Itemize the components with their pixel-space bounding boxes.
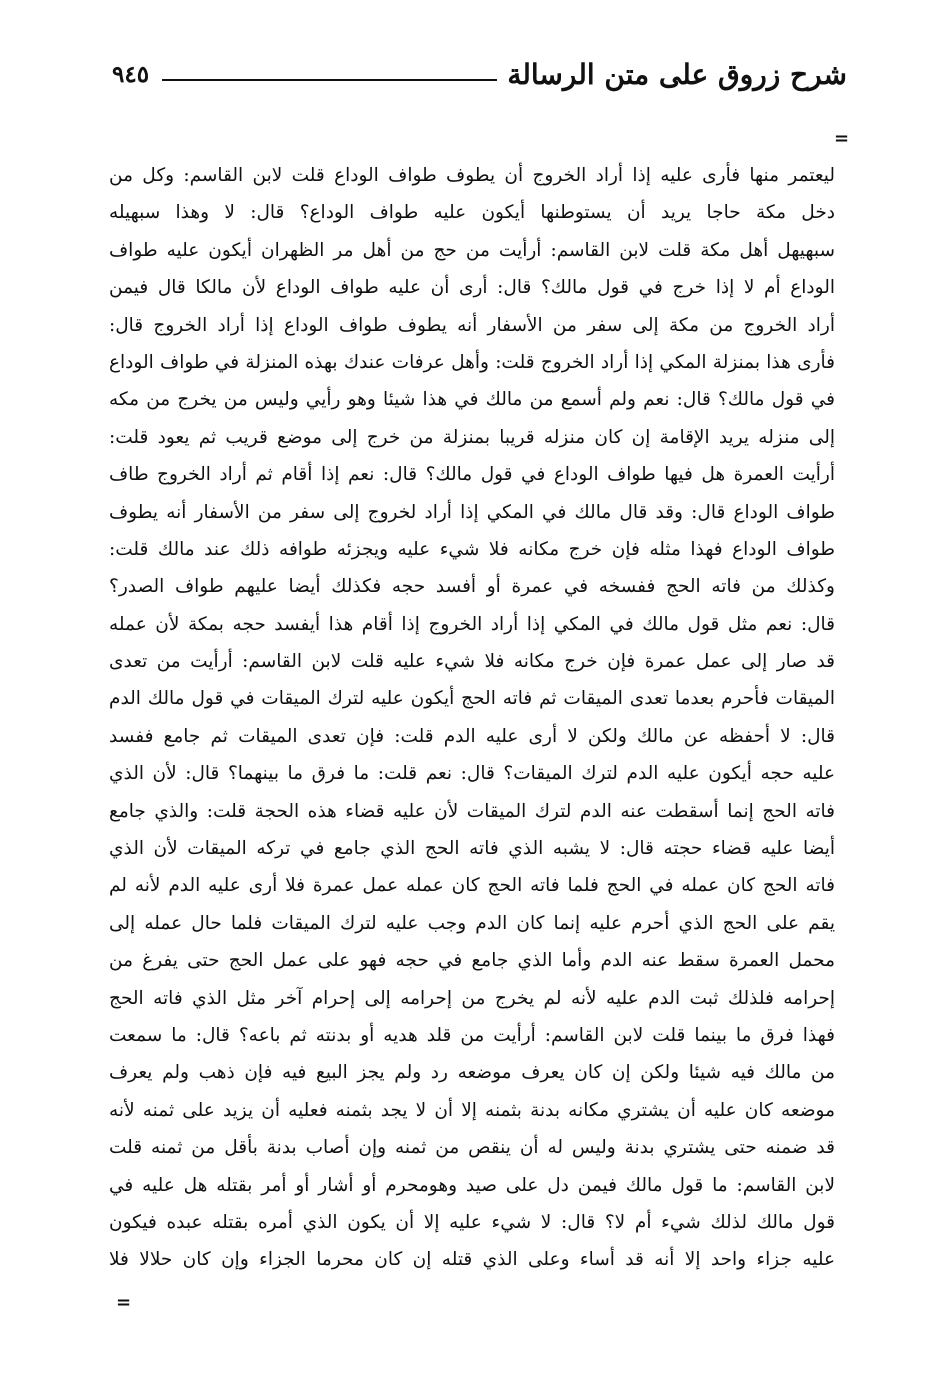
text-line: فهذا فرق ما بينما قلت لابن القاسم: أرأيت من قلد هديه أو بدنته ثم باعه؟ قال: ما سمعت bbox=[109, 1024, 835, 1046]
text-line: وكذلك من فاته الحج ففسخه في عمرة أو أفسد حجه فكذلك أيضا عليهم طواف الصدر؟ bbox=[109, 576, 835, 598]
text-line: من مالك فيه شيئا ولكن إن كان يعرف موضعه رد ولم يجز البيع فيه فإن ذهب ولم يعرف bbox=[109, 1062, 835, 1084]
text-line: قال: لا أحفظه عن مالك ولكن لا أرى عليه الدم قلت: فإن تعدى الميقات ثم جامع ففسد bbox=[109, 725, 835, 747]
text-line: لابن القاسم: ما قول مالك فيمن دل على صيد وهومحرم أو أشار أو أمر بقتله هل عليه في bbox=[109, 1174, 835, 1196]
text-line: دخل مكة حاجا يريد أن يستوطنها أيكون عليه طواف الوداع؟ قال: لا وهذا سبهيله bbox=[109, 202, 835, 224]
text-line: موضعه كان عليه أن يشتري مكانه بدنة بثمنه إلا أن لا يجد بثمنه فعليه أن يزيد على ثمنه لأنه bbox=[109, 1099, 835, 1121]
text-line: محمل العمرة سقط عنه الدم وأما الذي جامع في حجه فهو على عمل الحج حتى يفرغ من bbox=[109, 950, 835, 972]
body-text bbox=[109, 157, 835, 1297]
text-line: ليعتمر منها فأرى عليه إذا أراد الخروج أن يطوف طواف الوداع قلت لابن القاسم: وكل من bbox=[109, 165, 835, 186]
text-line: إلى منزله يريد الإقامة إن كان منزله قريبا بمنزلة من خرج إلى موضع قريب ثم يعود قلت: bbox=[109, 426, 835, 448]
page-header bbox=[112, 55, 847, 105]
text-line: قد صار إلى عمل عمرة فإن خرج مكانه فلا شيء عليه قلت لابن القاسم: أرأيت من تعدى bbox=[109, 651, 835, 673]
text-line: طواف الوداع قال: وقد قال مالك في المكي إذا أراد لخروج إلى سفر من الأسفار أنه يطوف bbox=[109, 501, 835, 523]
page-number: ٩٤٥ bbox=[112, 61, 150, 88]
text-line: أرأيت العمرة هل فيها طواف الوداع في قول مالك؟ قال: نعم إذا أقام ثم أراد الخروج طاف bbox=[109, 464, 835, 486]
text-line: عليه جزاء واحد إلا أنه قد أساء وعلى الذي قتله إن كان محرما الجزاء وإن كان حلالا فلا bbox=[109, 1249, 835, 1271]
text-line: أراد الخروج من مكة إلى سفر من الأسفار أنه يطوف طواف الوداع إذا أراد الخروج قال: bbox=[109, 314, 835, 336]
text-line: طواف الوداع فهذا مثله فإن خرج مكانه فلا شيء عليه ويجزئه طوافه ذلك عند مالك قلت: bbox=[109, 538, 835, 560]
text-line: فاته الحج كان عمله في الحج فلما فاته الحج كان عمله عمل عمرة فلا أرى عليه الدم لأنه لم bbox=[109, 875, 835, 897]
text-line: فاته الحج إنما أسقطت عنه الدم لترك الميقات لأن عليه قضاء هذه الحجة قلت: والذي جامع bbox=[109, 800, 835, 822]
text-line: عليه حجه أيكون عليه الدم لترك الميقات؟ قال: نعم قلت: ما فرق ما بينهما؟ قال: لأن الذي bbox=[109, 763, 835, 785]
text-line: إحرامه فلذلك ثبت الدم عليه لأنه لم يخرج من إحرامه إلى إحرام آخر مثل الذي فاته الحج bbox=[109, 987, 835, 1009]
text-line: يقم على الحج الذي أحرم عليه إنما كان الدم وجب عليه لترك الميقات فلما حال عمله إلى bbox=[109, 912, 835, 934]
text-line: الوداع أم لا إذا خرج في قول مالك؟ قال: أرى أن عليه طواف الوداع لأن مالكا قال فيمن bbox=[109, 277, 835, 299]
text-line: الميقات فأحرم بعدما تعدى الميقات ثم فاته الحج أيكون عليه لترك الميقات في قول مالك الدم bbox=[109, 688, 835, 710]
text-line: أيضا عليه قضاء حجته قال: لا يشبه الذي فاته الحج الذي جامع في تركه الميقات لأن الذي bbox=[109, 838, 835, 860]
text-line: قال: نعم مثل قول مالك في المكي إذا أراد الخروج إذا أقام هذا أيفسد حجه بمكة لأن عمله bbox=[109, 613, 835, 635]
book-title: شرح زروق على متن الرسالة bbox=[507, 58, 847, 91]
text-line: قول مالك لذلك شيء أم لا؟ قال: لا شيء عليه إلا أن يكون الذي أمره بقتله عبده فيكون bbox=[109, 1211, 835, 1233]
continuation-mark-top: = bbox=[834, 128, 850, 149]
continuation-mark-bottom: = bbox=[116, 1292, 132, 1313]
text-line: سبهيهل أهل مكة قلت لابن القاسم: أرأيت من حج من أهل مر الظهران أيكون عليه طواف bbox=[109, 239, 835, 261]
text-line: قد ضمنه حتى يشتري بدنة وليس له أن ينقص من ثمنه وإن أصاب بدنة بأقل من ثمنه قلت bbox=[109, 1137, 835, 1159]
text-line: في قول مالك؟ قال: نعم ولم أسمع من مالك في هذا شيئا وهو رأيي وليس من يخرج من مكه bbox=[109, 389, 835, 411]
header-rule bbox=[162, 79, 497, 81]
text-line: فأرى هذا بمنزلة المكي إذا أراد الخروج قلت: وأهل عرفات عندك بهذه المنزلة في طواف الوداع bbox=[109, 351, 835, 373]
